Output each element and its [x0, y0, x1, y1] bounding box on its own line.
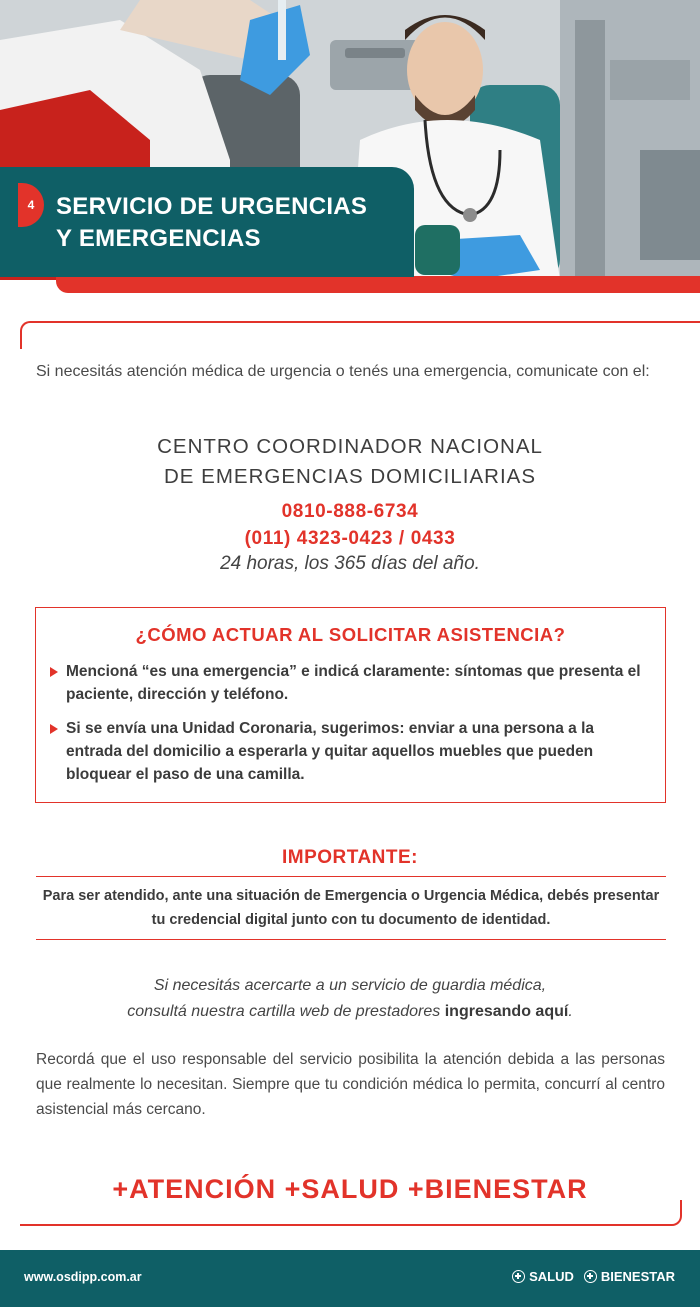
guard-line2: [0, 999, 700, 1025]
list-item-text: Si se envía una Unidad Coronaria, sugerimos: enviar a una persona a la entrada del domicilio a esperarla y quitar aquellos muebles que pueden bloquear el paso de una camilla.: [66, 720, 595, 783]
service-hours: 24 horas, los 365 días del año.: [220, 553, 480, 574]
plus-circle-icon: [512, 1270, 525, 1283]
slogan: +ATENCIÓN +SALUD +BIENESTAR: [112, 1174, 588, 1204]
how-to-act-title: ¿CÓMO ACTUAR AL SOLICITAR ASISTENCIA?: [135, 624, 566, 645]
footer-brand: [512, 1269, 675, 1284]
list-item: [50, 717, 650, 786]
page-title-line1: SERVICIO DE URGENCIAS: [56, 193, 368, 220]
footer: [0, 1250, 700, 1307]
content-frame-top: [20, 321, 700, 349]
guard-line2-suffix: .: [568, 1003, 573, 1020]
list-item-text: Mencioná “es una emergencia” e indicá claramente: síntomas que presenta el paciente, dirección y teléfono.: [66, 663, 641, 703]
hero-banner: [0, 0, 700, 295]
brand-salud: SALUD: [529, 1269, 574, 1284]
coordination-center-name: [0, 432, 700, 492]
accent-stripe: [56, 276, 700, 293]
phone-number-secondary[interactable]: (011) 4323-0423 / 0433: [244, 528, 456, 549]
important-title: IMPORTANTE:: [281, 847, 419, 868]
page-title-line2: Y EMERGENCIAS: [56, 225, 261, 252]
content-frame-bottom: [20, 1200, 682, 1226]
intro-paragraph: Si necesitás atención médica de urgencia o tenés una emergencia, comunicate con el:: [36, 363, 650, 380]
divider: [36, 876, 666, 877]
guard-line2-prefix: consultá nuestra cartilla web de prestadores: [127, 1003, 445, 1020]
providers-link[interactable]: ingresando aquí: [444, 1003, 569, 1020]
triangle-bullet-icon: [50, 667, 58, 677]
list-item: [50, 660, 650, 706]
center-name-line2: DE EMERGENCIAS DOMICILIARIAS: [163, 465, 536, 488]
page-title: [56, 191, 406, 255]
brand-bienestar: BIENESTAR: [600, 1269, 675, 1284]
divider: [36, 939, 666, 940]
reminder-paragraph: Recordá que el uso responsable del servicio posibilita la atención debida a las personas que realmente lo necesitan. Siempre que tu condición médica lo permita, concurrí al centro asistencial más cercano.: [36, 1051, 665, 1118]
section-number-badge: 4: [18, 183, 44, 227]
how-to-act-box: [35, 607, 666, 803]
triangle-bullet-icon: [50, 724, 58, 734]
phone-number-primary[interactable]: 0810-888-6734: [281, 501, 419, 522]
website-link[interactable]: www.osdipp.com.ar: [24, 1270, 142, 1284]
important-text: Para ser atendido, ante una situación de Emergencia o Urgencia Médica, debés presentar tu credencial digital junto con tu documento de identidad.: [42, 888, 660, 928]
center-name-line1: CENTRO COORDINADOR NACIONAL: [157, 435, 543, 458]
plus-circle-icon: [584, 1270, 597, 1283]
guard-info: [0, 973, 700, 1025]
guard-line1: Si necesitás acercarte a un servicio de guardia médica,: [153, 977, 547, 994]
